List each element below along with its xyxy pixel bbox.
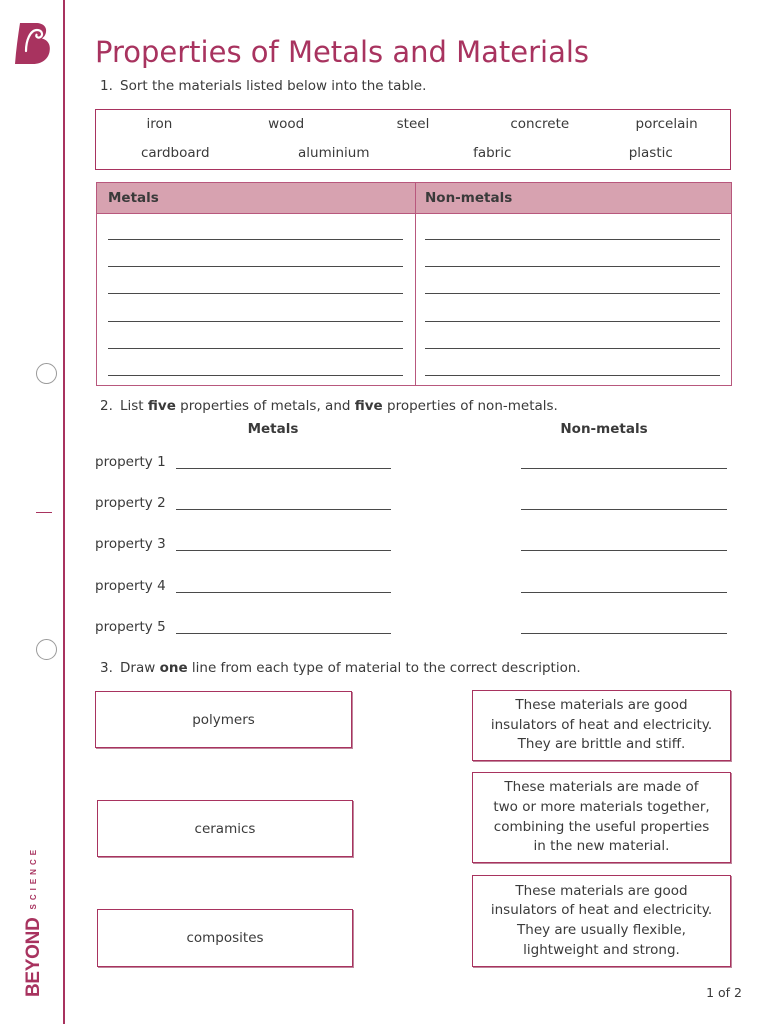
property-label: property 5 xyxy=(95,619,166,635)
metal-property-line xyxy=(176,633,391,634)
question-text: properties of metals, and xyxy=(180,398,351,414)
brand-wordmark xyxy=(24,846,44,997)
punch-hole-top xyxy=(36,363,57,384)
description-line: They are usually flexible, xyxy=(517,922,686,938)
answer-line xyxy=(108,293,403,294)
property-header-metals: Metals xyxy=(247,421,299,437)
description-box-3 xyxy=(472,875,731,967)
page-indicator: 1 of 2 xyxy=(706,985,742,1000)
punch-hole-bottom xyxy=(36,639,57,660)
description-line: two or more materials together, xyxy=(493,798,710,815)
metal-property-line xyxy=(176,509,391,510)
non-metal-property-line xyxy=(521,550,727,551)
description-box-1 xyxy=(472,690,731,761)
non-metal-property-line xyxy=(521,592,727,593)
property-label: property 1 xyxy=(95,454,166,470)
non-metal-property-line xyxy=(521,633,727,634)
description-line: These materials are made of xyxy=(504,779,699,796)
material-item: iron xyxy=(146,116,173,132)
answer-line xyxy=(425,321,720,322)
material-item: porcelain xyxy=(635,116,698,132)
answer-line xyxy=(108,348,403,349)
description-line: lightweight and strong. xyxy=(523,941,680,958)
brand-name: BEYOND xyxy=(23,917,44,997)
description-line: They are brittle and stiff. xyxy=(517,736,686,753)
material-item: plastic xyxy=(628,145,673,161)
answer-line xyxy=(108,375,403,376)
logo-letter-shape xyxy=(15,23,50,64)
fold-mark xyxy=(36,512,52,513)
material-item: concrete xyxy=(510,116,570,132)
beyond-logo-icon xyxy=(14,20,52,66)
material-item: fabric xyxy=(473,145,512,161)
description-line: insulators of heat and electricity. xyxy=(490,902,713,919)
materials-row xyxy=(96,110,730,139)
property-label: property 2 xyxy=(95,495,166,511)
metal-property-line xyxy=(176,550,391,551)
answer-line xyxy=(425,266,720,267)
answer-line xyxy=(425,348,720,349)
material-type-label: ceramics xyxy=(194,820,256,837)
materials-list-box xyxy=(95,109,731,170)
material-item: wood xyxy=(268,116,305,132)
property-header-non-metals: Non-metals xyxy=(560,421,648,437)
metals-column xyxy=(97,183,416,385)
material-item: steel xyxy=(396,116,430,132)
material-type-box-ceramics xyxy=(97,800,353,857)
material-type-box-composites xyxy=(97,909,353,967)
emphasis-text: one xyxy=(159,660,188,676)
material-item: aluminium xyxy=(298,145,370,161)
page-title: Properties of Metals and Materials xyxy=(95,35,590,69)
non-metals-column xyxy=(416,183,731,385)
description-box-2 xyxy=(472,772,731,863)
question-3-prompt xyxy=(100,658,581,678)
answer-line xyxy=(425,239,720,240)
metal-property-line xyxy=(176,468,391,469)
question-text: Draw xyxy=(120,660,156,676)
question-number: 3. xyxy=(100,660,113,676)
question-text: line from each type of material to the correct description. xyxy=(191,660,581,676)
description-line: These materials are good xyxy=(515,696,688,713)
answer-line xyxy=(425,293,720,294)
column-header-metals: Metals xyxy=(97,183,415,214)
question-1-prompt xyxy=(100,76,426,96)
property-label: property 4 xyxy=(95,578,166,594)
question-text: Sort the materials listed below into the table. xyxy=(120,78,427,94)
description-line: These materials are good xyxy=(515,882,688,899)
non-metal-property-line xyxy=(521,468,727,469)
question-2-prompt xyxy=(100,396,558,416)
emphasis-text: five xyxy=(354,398,383,414)
material-type-label: polymers xyxy=(192,711,255,728)
emphasis-text: five xyxy=(147,398,176,414)
answer-line xyxy=(108,321,403,322)
column-header-non-metals: Non-metals xyxy=(416,183,731,214)
question-number: 2. xyxy=(100,398,113,414)
answer-line xyxy=(108,239,403,240)
materials-row xyxy=(96,139,730,168)
question-number: 1. xyxy=(100,78,113,94)
description-line: insulators of heat and electricity. xyxy=(490,716,713,733)
metal-property-line xyxy=(176,592,391,593)
answer-line xyxy=(108,266,403,267)
material-type-label: composites xyxy=(186,930,264,946)
margin-rule xyxy=(63,0,65,1024)
brand-tagline: SCIENCE xyxy=(29,845,38,910)
property-label: property 3 xyxy=(95,536,166,552)
answer-line xyxy=(425,375,720,376)
description-line: combining the useful properties xyxy=(493,818,710,835)
question-text: List xyxy=(120,398,144,414)
question-text: properties of non-metals. xyxy=(387,398,558,414)
description-line: in the new material. xyxy=(533,838,670,855)
material-type-box-polymers xyxy=(95,691,352,748)
material-item: cardboard xyxy=(140,145,210,161)
sorting-table xyxy=(96,182,732,386)
non-metal-property-line xyxy=(521,509,727,510)
